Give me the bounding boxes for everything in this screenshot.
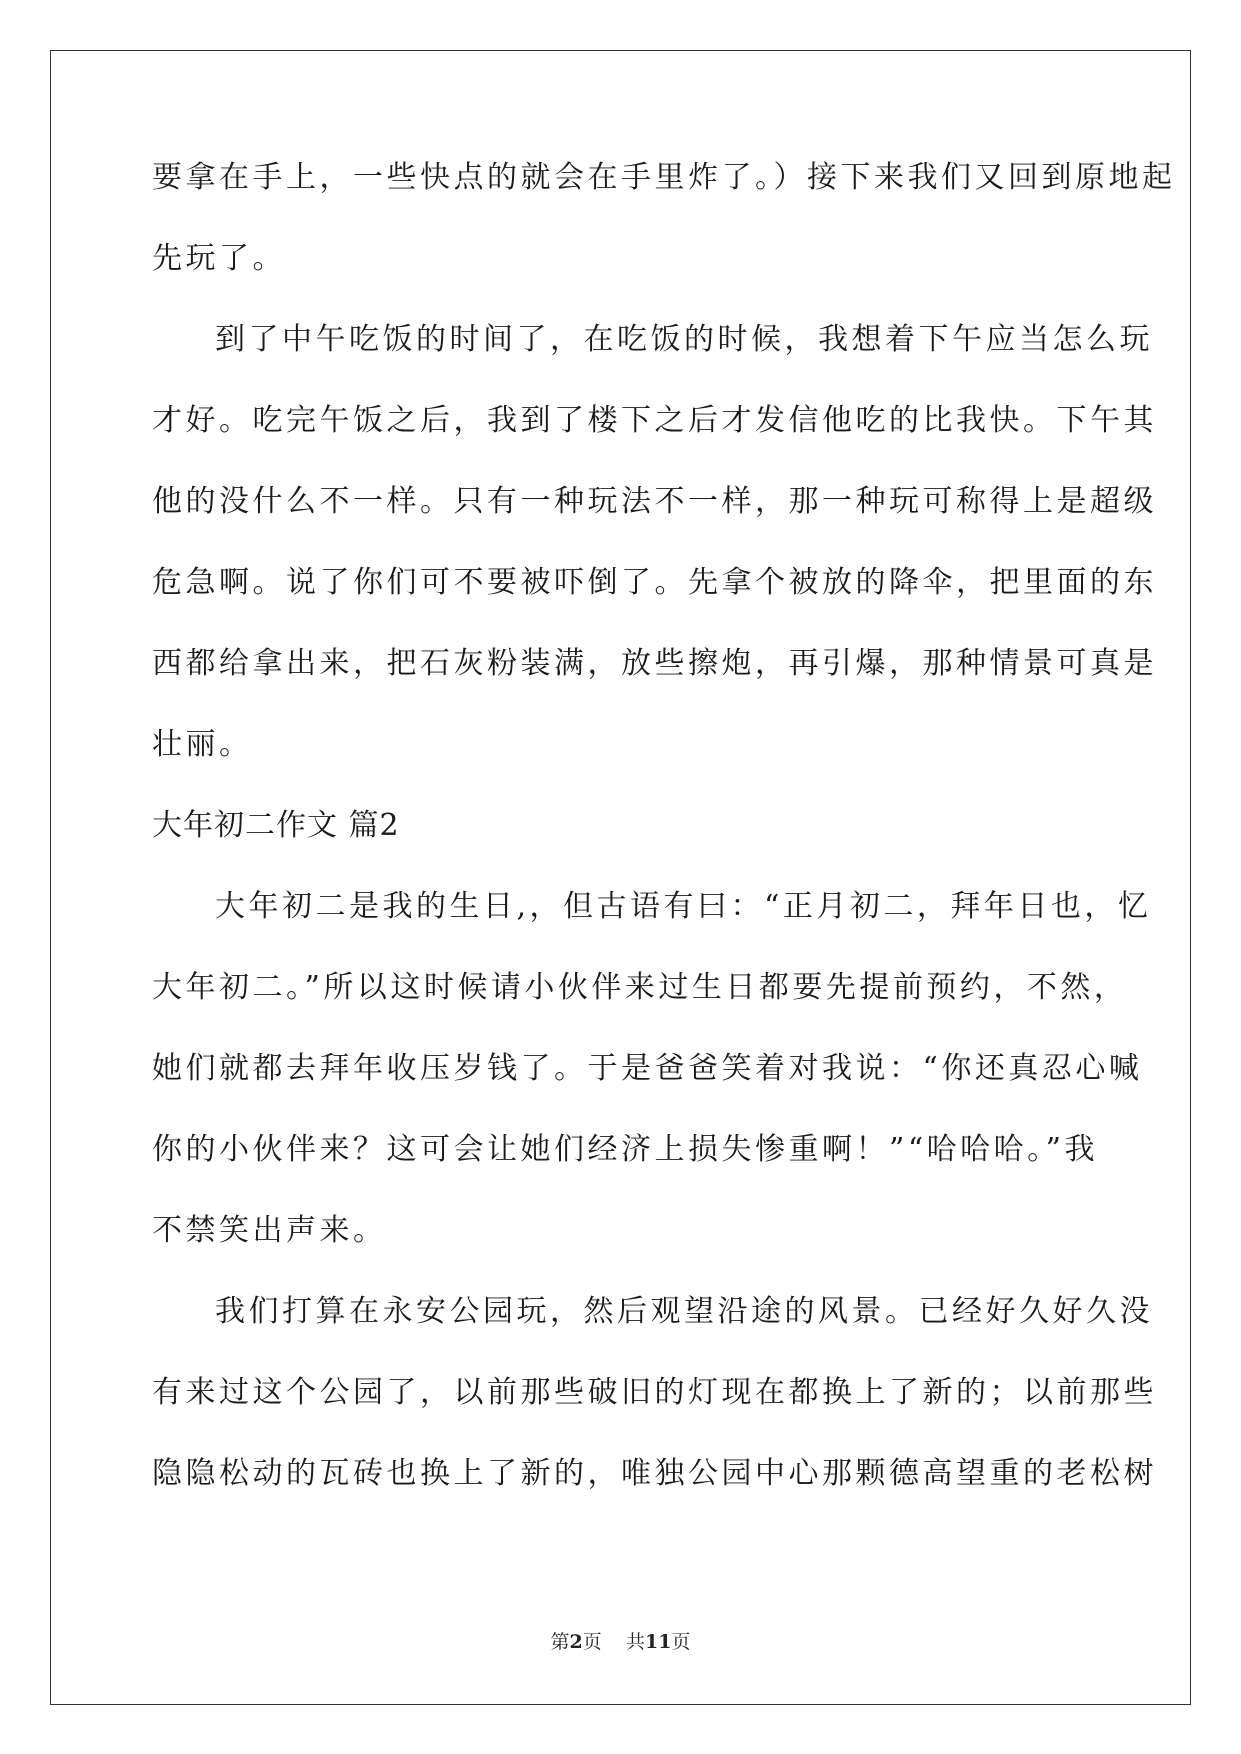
text-line: 壮丽。 bbox=[152, 727, 253, 762]
page-footer bbox=[0, 1633, 1241, 1652]
footer-total-prefix: 共 bbox=[625, 1631, 645, 1653]
text-line: 危急啊。说了你们可不要被吓倒了。先拿个被放的降伞，把里面的东 bbox=[152, 565, 1157, 600]
text-line: 不禁笑出声来。 bbox=[152, 1213, 387, 1248]
text-line: 你的小伙伴来？这可会让她们经济上损失惨重啊！”“哈哈哈。”我 bbox=[152, 1132, 1099, 1167]
footer-current-page: 2 bbox=[569, 1631, 583, 1653]
footer-prefix: 第 bbox=[550, 1631, 570, 1653]
section-heading: 大年初二作文 篇2 bbox=[152, 808, 400, 843]
paragraph-start-line: 到了中午吃饭的时间了，在吃饭的时候，我想着下午应当怎么玩 bbox=[215, 322, 1153, 357]
text-line: 大年初二。”所以这时候请小伙伴来过生日都要先提前预约，不然， bbox=[152, 970, 1128, 1005]
text-line: 先玩了。 bbox=[152, 241, 286, 276]
paragraph-start-line: 大年初二是我的生日,，但古语有曰：“正月初二，拜年日也，忆 bbox=[215, 889, 1152, 924]
text-line: 他的没什么不一样。只有一种玩法不一样，那一种玩可称得上是超级 bbox=[152, 484, 1157, 519]
text-line: 要拿在手上，一些快点的就会在手里炸了。）接下来我们又回到原地起 bbox=[152, 160, 1176, 195]
text-line: 西都给拿出来，把石灰粉装满，放些擦炮，再引爆，那种情景可真是 bbox=[152, 646, 1157, 681]
text-line: 她们就都去拜年收压岁钱了。于是爸爸笑着对我说：“你还真忍心喊 bbox=[152, 1051, 1143, 1086]
footer-total-suffix: 页 bbox=[671, 1631, 691, 1653]
text-line: 才好。吃完午饭之后，我到了楼下之后才发信他吃的比我快。下午其 bbox=[152, 403, 1157, 438]
document-body bbox=[152, 160, 1176, 1540]
paragraph-start-line: 我们打算在永安公园玩，然后观望沿途的风景。已经好久好久没 bbox=[215, 1294, 1153, 1329]
footer-total-pages: 11 bbox=[644, 1631, 672, 1653]
text-line: 隐隐松动的瓦砖也换上了新的，唯独公园中心那颗德高望重的老松树 bbox=[152, 1456, 1157, 1491]
footer-page-word: 页 bbox=[582, 1631, 602, 1653]
text-line: 有来过这个公园了，以前那些破旧的灯现在都换上了新的；以前那些 bbox=[152, 1375, 1157, 1410]
